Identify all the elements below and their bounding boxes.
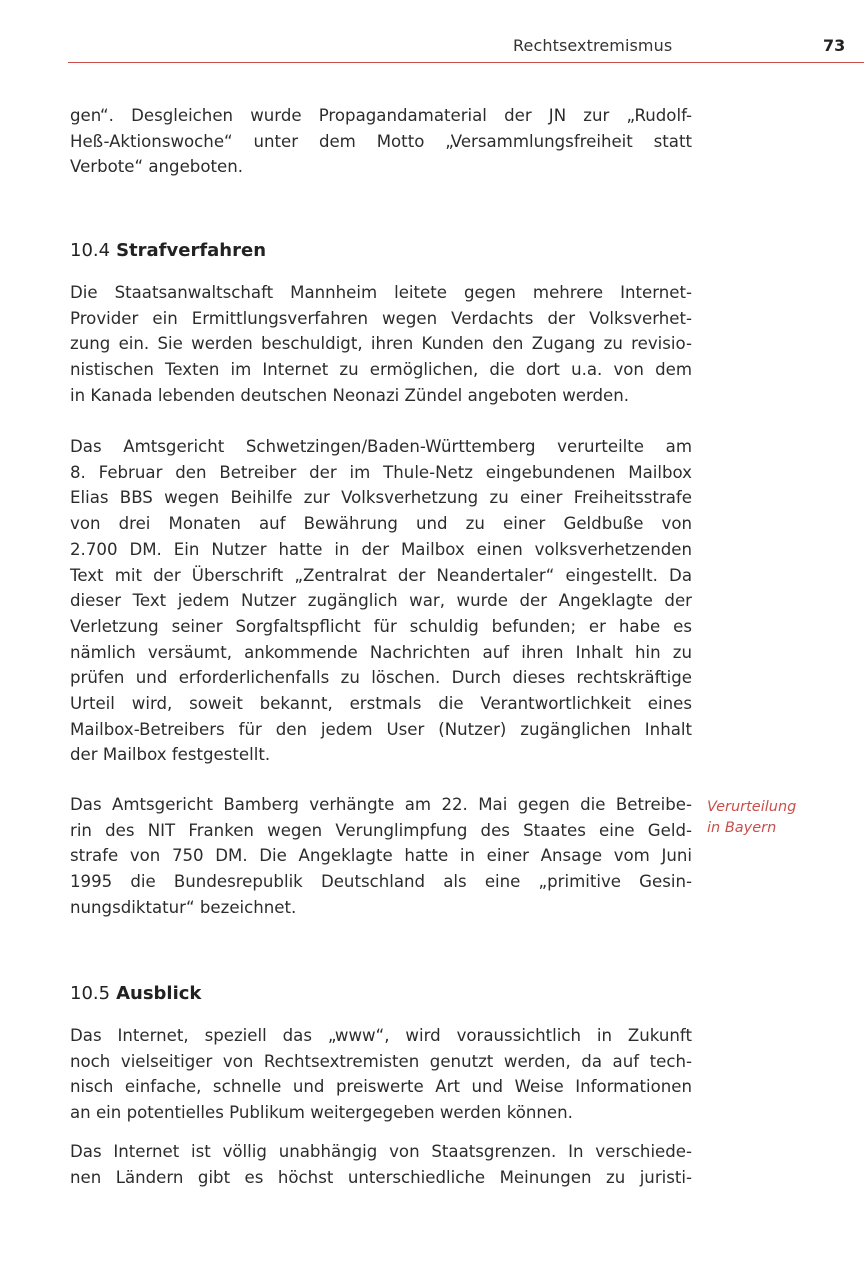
text-line: gen“. Desgleichen wurde Propagandamaterial der JN zur „Rudolf- <box>70 106 692 125</box>
text-line: Das Internet ist völlig unabhängig von Staatsgrenzen. In verschiede- <box>70 1142 692 1161</box>
text-line: nisch einfache, schnelle und preiswerte Art und Weise Informationen <box>70 1077 692 1097</box>
text-line: Die Staatsanwaltschaft Mannheim leitete gegen mehrere Internet- <box>70 283 692 302</box>
section-heading-ausblick <box>70 983 201 1004</box>
text-line: 2.700 DM. Ein Nutzer hatte in der Mailbox einen volksverhetzenden <box>70 539 692 559</box>
header-rule <box>68 62 864 63</box>
text-line: strafe von 750 DM. Die Angeklagte hatte in einer Ansage vom Juni <box>70 846 692 866</box>
text-line: Verletzung seiner Sorgfaltspflicht für schuldig befunden; er habe es <box>70 616 692 636</box>
text-line: 8. Februar den Betreiber der im Thule-Netz eingebundenen Mailbox <box>70 462 692 482</box>
text-line: Mailbox-Betreibers für den jedem User (Nutzer) zugänglichen Inhalt <box>70 719 692 739</box>
text-line: Das Amtsgericht Bamberg verhängte am 22. Mai gegen die Betreibe- <box>70 795 692 814</box>
section-title: Strafverfahren <box>116 240 267 261</box>
text-line: nistischen Texten im Internet zu ermöglichen, die dort u.a. von dem <box>70 360 692 380</box>
text-line: Das Internet, speziell das „www“, wird voraussichtlich in Zukunft <box>70 1026 692 1045</box>
text-line: Elias BBS wegen Beihilfe zur Volksverhetzung zu einer Freiheitsstrafe <box>70 488 692 508</box>
text-line: an ein potentielles Publikum weitergegeben werden können. <box>70 1103 573 1123</box>
text-line: 1995 die Bundesrepublik Deutschland als eine „primitive Gesin- <box>70 872 692 892</box>
text-line: nungsdiktatur“ bezeichnet. <box>70 897 297 917</box>
paragraph-staatsgrenzen <box>70 1139 692 1190</box>
paragraph-continuation <box>70 103 692 180</box>
margin-note-line: in Bayern <box>707 820 777 836</box>
text-line: Heß-Aktionswoche“ unter dem Motto „Versammlungsfreiheit statt <box>70 131 692 151</box>
text-line: von drei Monaten auf Bewährung und zu einer Geldbuße von <box>70 514 692 534</box>
text-line: noch vielseitiger von Rechtsextremisten genutzt werden, da auf tech- <box>70 1051 692 1071</box>
text-line: Verbote“ angeboten. <box>70 157 243 177</box>
text-line: nämlich versäumt, ankommende Nachrichten auf ihren Inhalt hin zu <box>70 642 692 662</box>
paragraph-internet-www <box>70 1023 692 1126</box>
paragraph-amtsgericht-bamberg <box>70 792 692 921</box>
text-line: dieser Text jedem Nutzer zugänglich war, wurde der Angeklagte der <box>70 591 692 611</box>
page-number: 73 <box>823 36 846 55</box>
text-line: rin des NIT Franken wegen Verunglimpfung des Staates eine Geld- <box>70 820 692 840</box>
text-line: der Mailbox festgestellt. <box>70 745 271 765</box>
text-line: Das Amtsgericht Schwetzingen/Baden-Württemberg verurteilte am <box>70 437 692 456</box>
margin-note <box>707 797 796 839</box>
section-number: 10.5 <box>70 983 111 1004</box>
margin-note-line: Verurteilung <box>707 799 797 815</box>
section-heading-strafverfahren <box>70 240 266 261</box>
paragraph-amtsgericht-schwetzingen <box>70 434 692 768</box>
paragraph-staatsanwaltschaft <box>70 280 692 409</box>
section-number: 10.4 <box>70 240 111 261</box>
section-title: Ausblick <box>116 983 202 1004</box>
text-line: Text mit der Überschrift „Zentralrat der Neandertaler“ eingestellt. Da <box>70 565 692 585</box>
text-line: prüfen und erforderlichenfalls zu löschen. Durch dieses rechtskräftige <box>70 668 692 688</box>
text-line: Provider ein Ermittlungsverfahren wegen Verdachts der Volksverhet- <box>70 308 692 328</box>
text-line: zung ein. Sie werden beschuldigt, ihren Kunden den Zugang zu revisio- <box>70 334 692 354</box>
running-head: Rechtsextremismus <box>513 36 673 55</box>
text-line: nen Ländern gibt es höchst unterschiedliche Meinungen zu juristi- <box>70 1167 692 1187</box>
text-line: in Kanada lebenden deutschen Neonazi Zündel angeboten werden. <box>70 385 630 405</box>
text-line: Urteil wird, soweit bekannt, erstmals die Verantwortlichkeit eines <box>70 694 692 714</box>
